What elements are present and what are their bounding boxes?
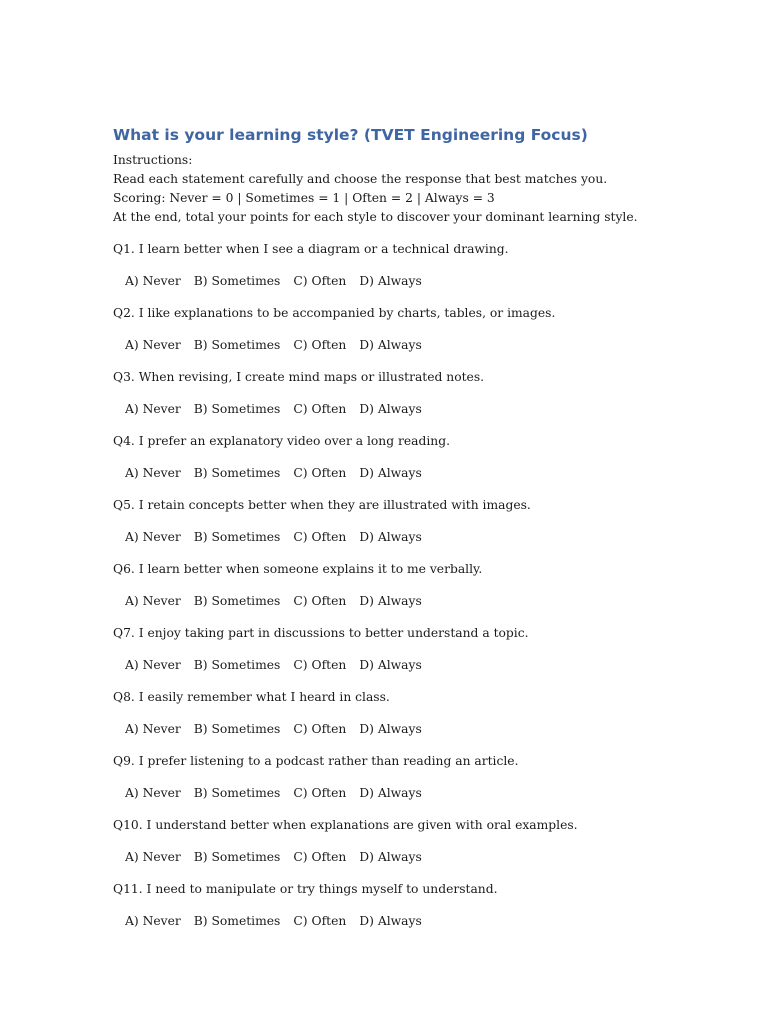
question-item <box>113 880 733 944</box>
option-always: D) Always <box>359 338 422 352</box>
option-often: C) Often <box>293 594 347 608</box>
question-text: Q2. I like explanations to be accompanied by charts, tables, or images. <box>113 306 556 320</box>
answer-options <box>113 592 733 611</box>
option-never: A) Never <box>125 722 181 736</box>
option-sometimes: B) Sometimes <box>193 530 281 544</box>
option-often: C) Often <box>293 658 347 672</box>
option-always: D) Always <box>359 530 422 544</box>
option-always: D) Always <box>359 658 422 672</box>
option-always: D) Always <box>359 722 422 736</box>
answer-options <box>113 336 733 355</box>
option-sometimes: B) Sometimes <box>193 658 281 672</box>
option-never: A) Never <box>125 658 181 672</box>
instructions-total-text: At the end, total your points for each style to discover your dominant learning style. <box>113 210 638 224</box>
question-item <box>113 368 733 432</box>
answer-options <box>113 656 733 675</box>
answer-options <box>113 272 733 291</box>
answer-options <box>113 912 733 931</box>
question-text: Q6. I learn better when someone explains it to me verbally. <box>113 562 483 576</box>
option-sometimes: B) Sometimes <box>193 274 281 288</box>
question-item <box>113 560 733 624</box>
option-always: D) Always <box>359 850 422 864</box>
instructions-read-text: Read each statement carefully and choose the response that best matches you. <box>113 172 608 186</box>
option-sometimes: B) Sometimes <box>193 466 281 480</box>
option-often: C) Often <box>293 466 347 480</box>
option-never: A) Never <box>125 274 181 288</box>
option-often: C) Often <box>293 914 347 928</box>
option-never: A) Never <box>125 850 181 864</box>
question-text: Q9. I prefer listening to a podcast rather than reading an article. <box>113 754 519 768</box>
question-item <box>113 688 733 752</box>
document-title: What is your learning style? (TVET Engineering Focus) <box>113 126 588 144</box>
question-text: Q8. I easily remember what I heard in class. <box>113 690 390 704</box>
option-always: D) Always <box>359 402 422 416</box>
option-often: C) Often <box>293 850 347 864</box>
question-text: Q11. I need to manipulate or try things myself to understand. <box>113 882 498 896</box>
question-item <box>113 816 733 880</box>
option-always: D) Always <box>359 914 422 928</box>
option-often: C) Often <box>293 274 347 288</box>
option-sometimes: B) Sometimes <box>193 338 281 352</box>
option-sometimes: B) Sometimes <box>193 594 281 608</box>
answer-options <box>113 720 733 739</box>
option-always: D) Always <box>359 466 422 480</box>
option-sometimes: B) Sometimes <box>193 786 281 800</box>
answer-options <box>113 784 733 803</box>
option-never: A) Never <box>125 914 181 928</box>
option-always: D) Always <box>359 786 422 800</box>
option-often: C) Often <box>293 530 347 544</box>
answer-options <box>113 464 733 483</box>
option-never: A) Never <box>125 338 181 352</box>
answer-options <box>113 848 733 867</box>
option-often: C) Often <box>293 722 347 736</box>
option-sometimes: B) Sometimes <box>193 722 281 736</box>
question-item <box>113 624 733 688</box>
question-text: Q5. I retain concepts better when they are illustrated with images. <box>113 498 531 512</box>
option-never: A) Never <box>125 594 181 608</box>
option-sometimes: B) Sometimes <box>193 914 281 928</box>
document-page <box>113 124 733 944</box>
question-item <box>113 304 733 368</box>
instructions-block <box>113 151 733 227</box>
answer-options <box>113 528 733 547</box>
question-item <box>113 432 733 496</box>
option-often: C) Often <box>293 338 347 352</box>
option-always: D) Always <box>359 594 422 608</box>
question-text: Q7. I enjoy taking part in discussions to better understand a topic. <box>113 626 529 640</box>
question-item <box>113 496 733 560</box>
question-text: Q3. When revising, I create mind maps or illustrated notes. <box>113 370 485 384</box>
option-never: A) Never <box>125 530 181 544</box>
answer-options <box>113 400 733 419</box>
option-often: C) Often <box>293 402 347 416</box>
question-text: Q1. I learn better when I see a diagram or a technical drawing. <box>113 242 509 256</box>
question-item <box>113 240 733 304</box>
option-always: D) Always <box>359 274 422 288</box>
question-text: Q4. I prefer an explanatory video over a long reading. <box>113 434 450 448</box>
instructions-heading: Instructions: <box>113 153 193 167</box>
option-never: A) Never <box>125 402 181 416</box>
question-list <box>113 240 733 944</box>
option-sometimes: B) Sometimes <box>193 402 281 416</box>
question-item <box>113 752 733 816</box>
option-often: C) Often <box>293 786 347 800</box>
instructions-scoring-text: Scoring: Never = 0 | Sometimes = 1 | Often = 2 | Always = 3 <box>113 191 495 205</box>
option-never: A) Never <box>125 786 181 800</box>
option-never: A) Never <box>125 466 181 480</box>
question-text: Q10. I understand better when explanations are given with oral examples. <box>113 818 578 832</box>
option-sometimes: B) Sometimes <box>193 850 281 864</box>
